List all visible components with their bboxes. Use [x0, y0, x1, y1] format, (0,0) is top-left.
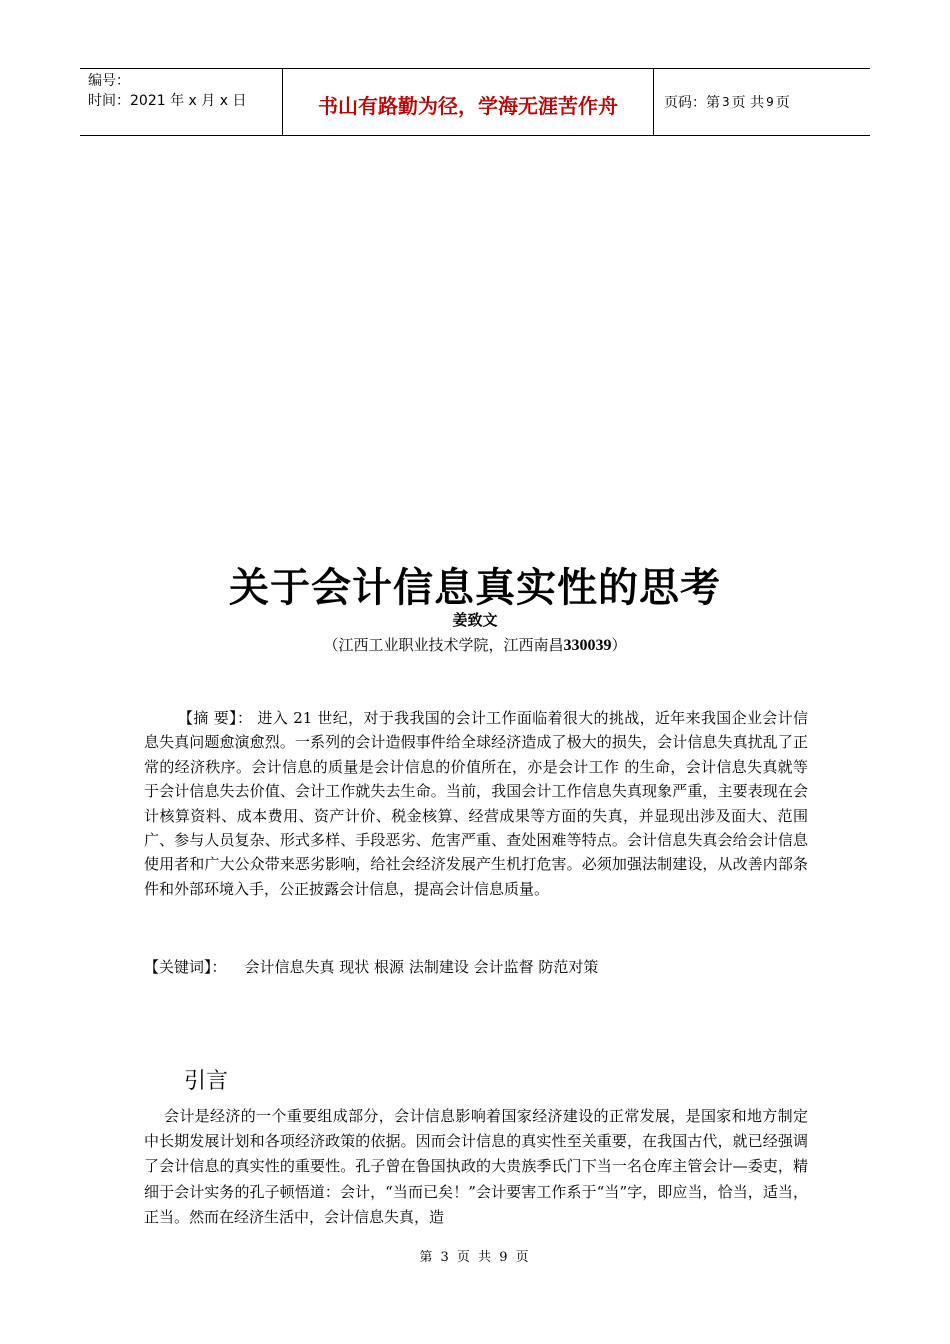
intro-paragraph: 会计是经济的一个重要组成部分，会计信息影响着国家经济建设的正常发展，是国家和地方制定中长期发展计划和各项经济政策的依据。因而会计信息的真实性至关重要，在我国古代，就已经强调了会计信息的真实性的重要性。孔子曾在鲁国执政的大贵族季氏门下当一名仓库主管会计—委吏，精细于会计实务的孔子顿悟道：会计，“当而已矣！”会计要害工作系于“当”字，即应当，恰当，适当，正当。然而在经济生活中，会计信息失真，造	[144, 1107, 808, 1226]
header-motto: 书山有路勤为径，学海无涯苦作舟	[282, 69, 654, 135]
affiliation-suffix: ）	[611, 636, 627, 654]
header-meta	[80, 69, 282, 135]
page-current: 3	[722, 95, 730, 109]
abstract-text: 进入 21 世纪，对于我我国的会计工作面临着很大的挑战，近年来我国企业会计信息失真问题愈演愈烈。一系列的会计造假事件给全球经济造成了极大的损失，会计信息失真扰乱了正常的经济秩序。会计信息的质量是会计信息的价值所在，亦是会计工作 的生命，会计信息失真就等于会计信息失去价值、会计工作就失去生命。当前，我国会计工作信息失真现象严重，主要表现在会计核算资料、成本费用、资产计价、税金核算、经营成果等方面的失真，并显现出涉及面大、范围广、参与人员复杂、形式多样、手段恶劣、危害严重、查处困难等特点。会计信息失真会给会计信息使用者和广大公众带来恶劣影响，给社会经济发展产生机打危害。必须加强法制建设，从改善内部条件和外部环境入手，公正披露会计信息，提高会计信息质量。	[144, 709, 808, 898]
header-page-indicator	[654, 69, 870, 135]
article-title: 关于会计信息真实性的思考	[229, 565, 721, 611]
page-footer: 第 3 页 共 9 页	[419, 1250, 531, 1265]
affiliation-prefix: （江西工业职业技术学院，江西南昌	[323, 636, 564, 654]
abstract-label: 【摘 要】：	[178, 709, 253, 727]
article-author: 姜致文	[452, 611, 498, 629]
number-label: 编号：	[88, 73, 130, 89]
page-suffix: 页	[775, 95, 790, 111]
affiliation-zip: 330039	[563, 637, 612, 654]
abstract-paragraph	[144, 706, 808, 901]
date-label: 时间：2021 年 x 月 x 日	[88, 93, 247, 109]
article-affiliation	[0, 634, 950, 655]
section-heading-intro: 引言	[184, 1069, 229, 1094]
keywords-label: 【关键词】：	[144, 958, 227, 976]
page-mid: 页 共	[731, 95, 765, 111]
page-total: 9	[766, 95, 774, 109]
keywords-line	[144, 955, 808, 979]
keywords-text: 会计信息失真 现状 根源 法制建设 会计监督 防范对策	[244, 958, 599, 976]
page-prefix: 页码：第	[664, 95, 720, 111]
header-table	[80, 68, 870, 136]
